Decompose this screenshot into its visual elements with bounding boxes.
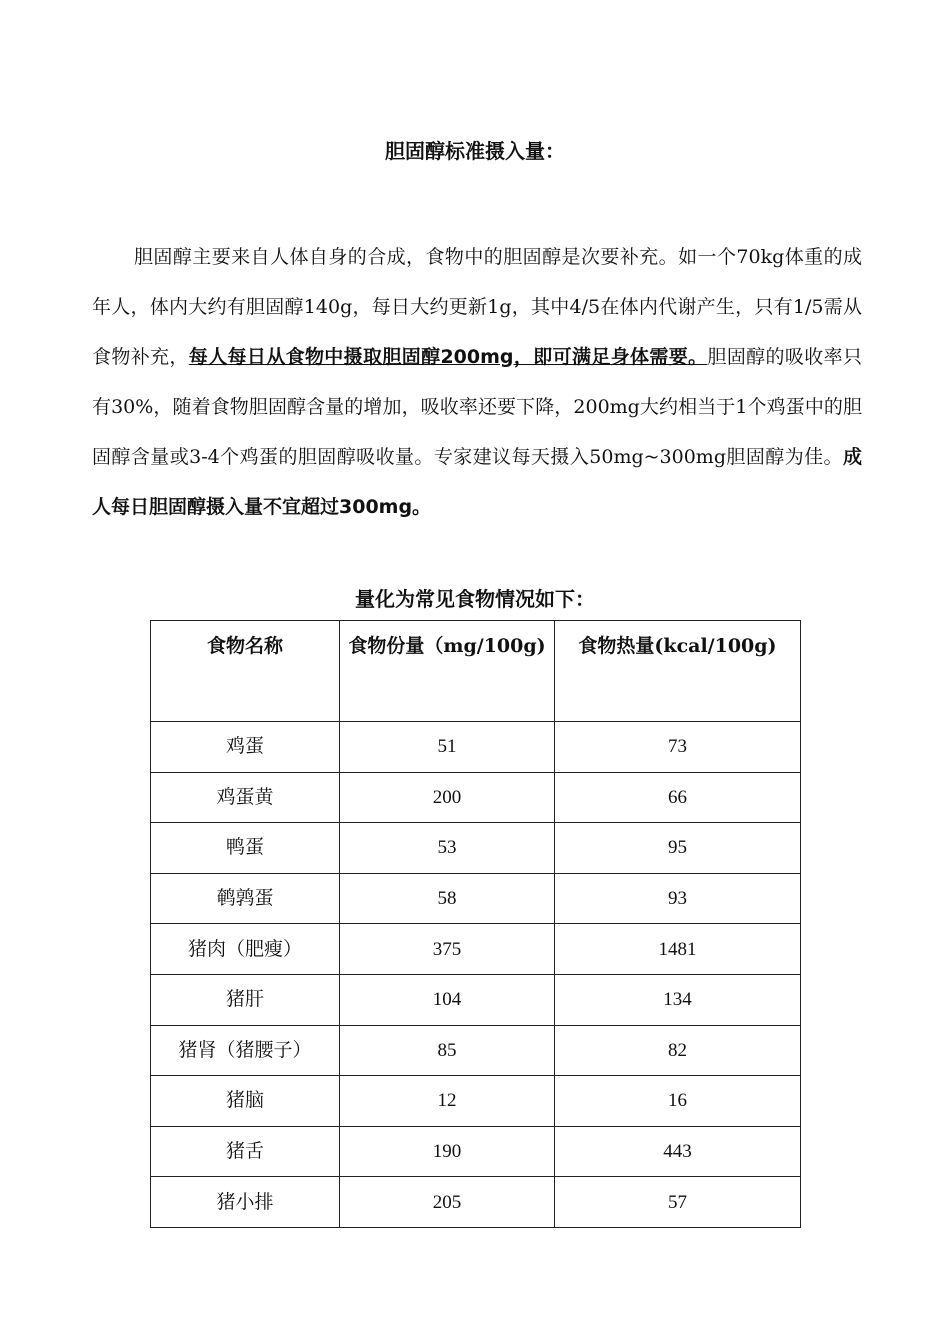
table-row bbox=[151, 873, 801, 924]
page-title: 胆固醇标准摄入量： bbox=[385, 139, 565, 163]
header-calories: 食物热量(kcal/100g) bbox=[555, 621, 801, 722]
cell-food-name: 猪肾（猪腰子） bbox=[151, 1025, 340, 1076]
table-row bbox=[151, 1126, 801, 1177]
table-row bbox=[151, 924, 801, 975]
paragraph-text-2: 胆固醇的吸收率只有30%，随着食物胆固醇含量的增加，吸收率还要下降，200mg大约相当于1个鸡蛋中的胆固醇含量或3-4个鸡蛋的胆固醇吸收量。专家建议每天摄入50mg~300mg胆固醇为佳。 bbox=[92, 346, 862, 468]
cell-portion: 375 bbox=[340, 924, 555, 975]
cell-food-name: 鹌鹑蛋 bbox=[151, 873, 340, 924]
cell-food-name: 鸡蛋黄 bbox=[151, 772, 340, 823]
cell-calories: 82 bbox=[555, 1025, 801, 1076]
table-header-row bbox=[151, 621, 801, 722]
paragraph-emphasis-underlined: 每人每日从食物中摄取胆固醇200mg，即可满足身体需要。 bbox=[188, 346, 708, 368]
table-row bbox=[151, 823, 801, 874]
cell-portion: 85 bbox=[340, 1025, 555, 1076]
table-row bbox=[151, 1025, 801, 1076]
header-food-name: 食物名称 bbox=[151, 621, 340, 722]
table-row bbox=[151, 772, 801, 823]
cell-food-name: 猪脑 bbox=[151, 1076, 340, 1127]
cell-calories: 443 bbox=[555, 1126, 801, 1177]
cell-food-name: 鸭蛋 bbox=[151, 823, 340, 874]
header-portion: 食物份量（mg/100g) bbox=[340, 621, 555, 722]
cell-calories: 66 bbox=[555, 772, 801, 823]
cell-calories: 73 bbox=[555, 722, 801, 773]
food-cholesterol-table bbox=[150, 620, 801, 1228]
table-row bbox=[151, 722, 801, 773]
intro-paragraph bbox=[92, 232, 862, 532]
cell-portion: 51 bbox=[340, 722, 555, 773]
table-row bbox=[151, 1076, 801, 1127]
cell-portion: 12 bbox=[340, 1076, 555, 1127]
cell-calories: 134 bbox=[555, 974, 801, 1025]
table-row bbox=[151, 1177, 801, 1228]
cell-portion: 104 bbox=[340, 974, 555, 1025]
cell-calories: 57 bbox=[555, 1177, 801, 1228]
cell-portion: 200 bbox=[340, 772, 555, 823]
paragraph-emphasis-end: 成人每日胆固醇摄入量不宜超过300mg。 bbox=[92, 446, 862, 518]
cell-food-name: 鸡蛋 bbox=[151, 722, 340, 773]
cell-portion: 205 bbox=[340, 1177, 555, 1228]
cell-calories: 95 bbox=[555, 823, 801, 874]
cell-calories: 93 bbox=[555, 873, 801, 924]
cell-food-name: 猪肉（肥瘦） bbox=[151, 924, 340, 975]
table-row bbox=[151, 974, 801, 1025]
cell-calories: 1481 bbox=[555, 924, 801, 975]
table-title: 量化为常见食物情况如下： bbox=[355, 587, 595, 611]
paragraph-text-1: 胆固醇主要来自人体自身的合成，食物中的胆固醇是次要补充。如一个70kg体重的成年人，体内大约有胆固醇140g，每日大约更新1g，其中4/5在体内代谢产生，只有1/5需从食物补充， bbox=[92, 246, 862, 368]
cell-calories: 16 bbox=[555, 1076, 801, 1127]
cell-portion: 53 bbox=[340, 823, 555, 874]
cell-food-name: 猪小排 bbox=[151, 1177, 340, 1228]
cell-portion: 58 bbox=[340, 873, 555, 924]
cell-portion: 190 bbox=[340, 1126, 555, 1177]
cell-food-name: 猪舌 bbox=[151, 1126, 340, 1177]
cell-food-name: 猪肝 bbox=[151, 974, 340, 1025]
